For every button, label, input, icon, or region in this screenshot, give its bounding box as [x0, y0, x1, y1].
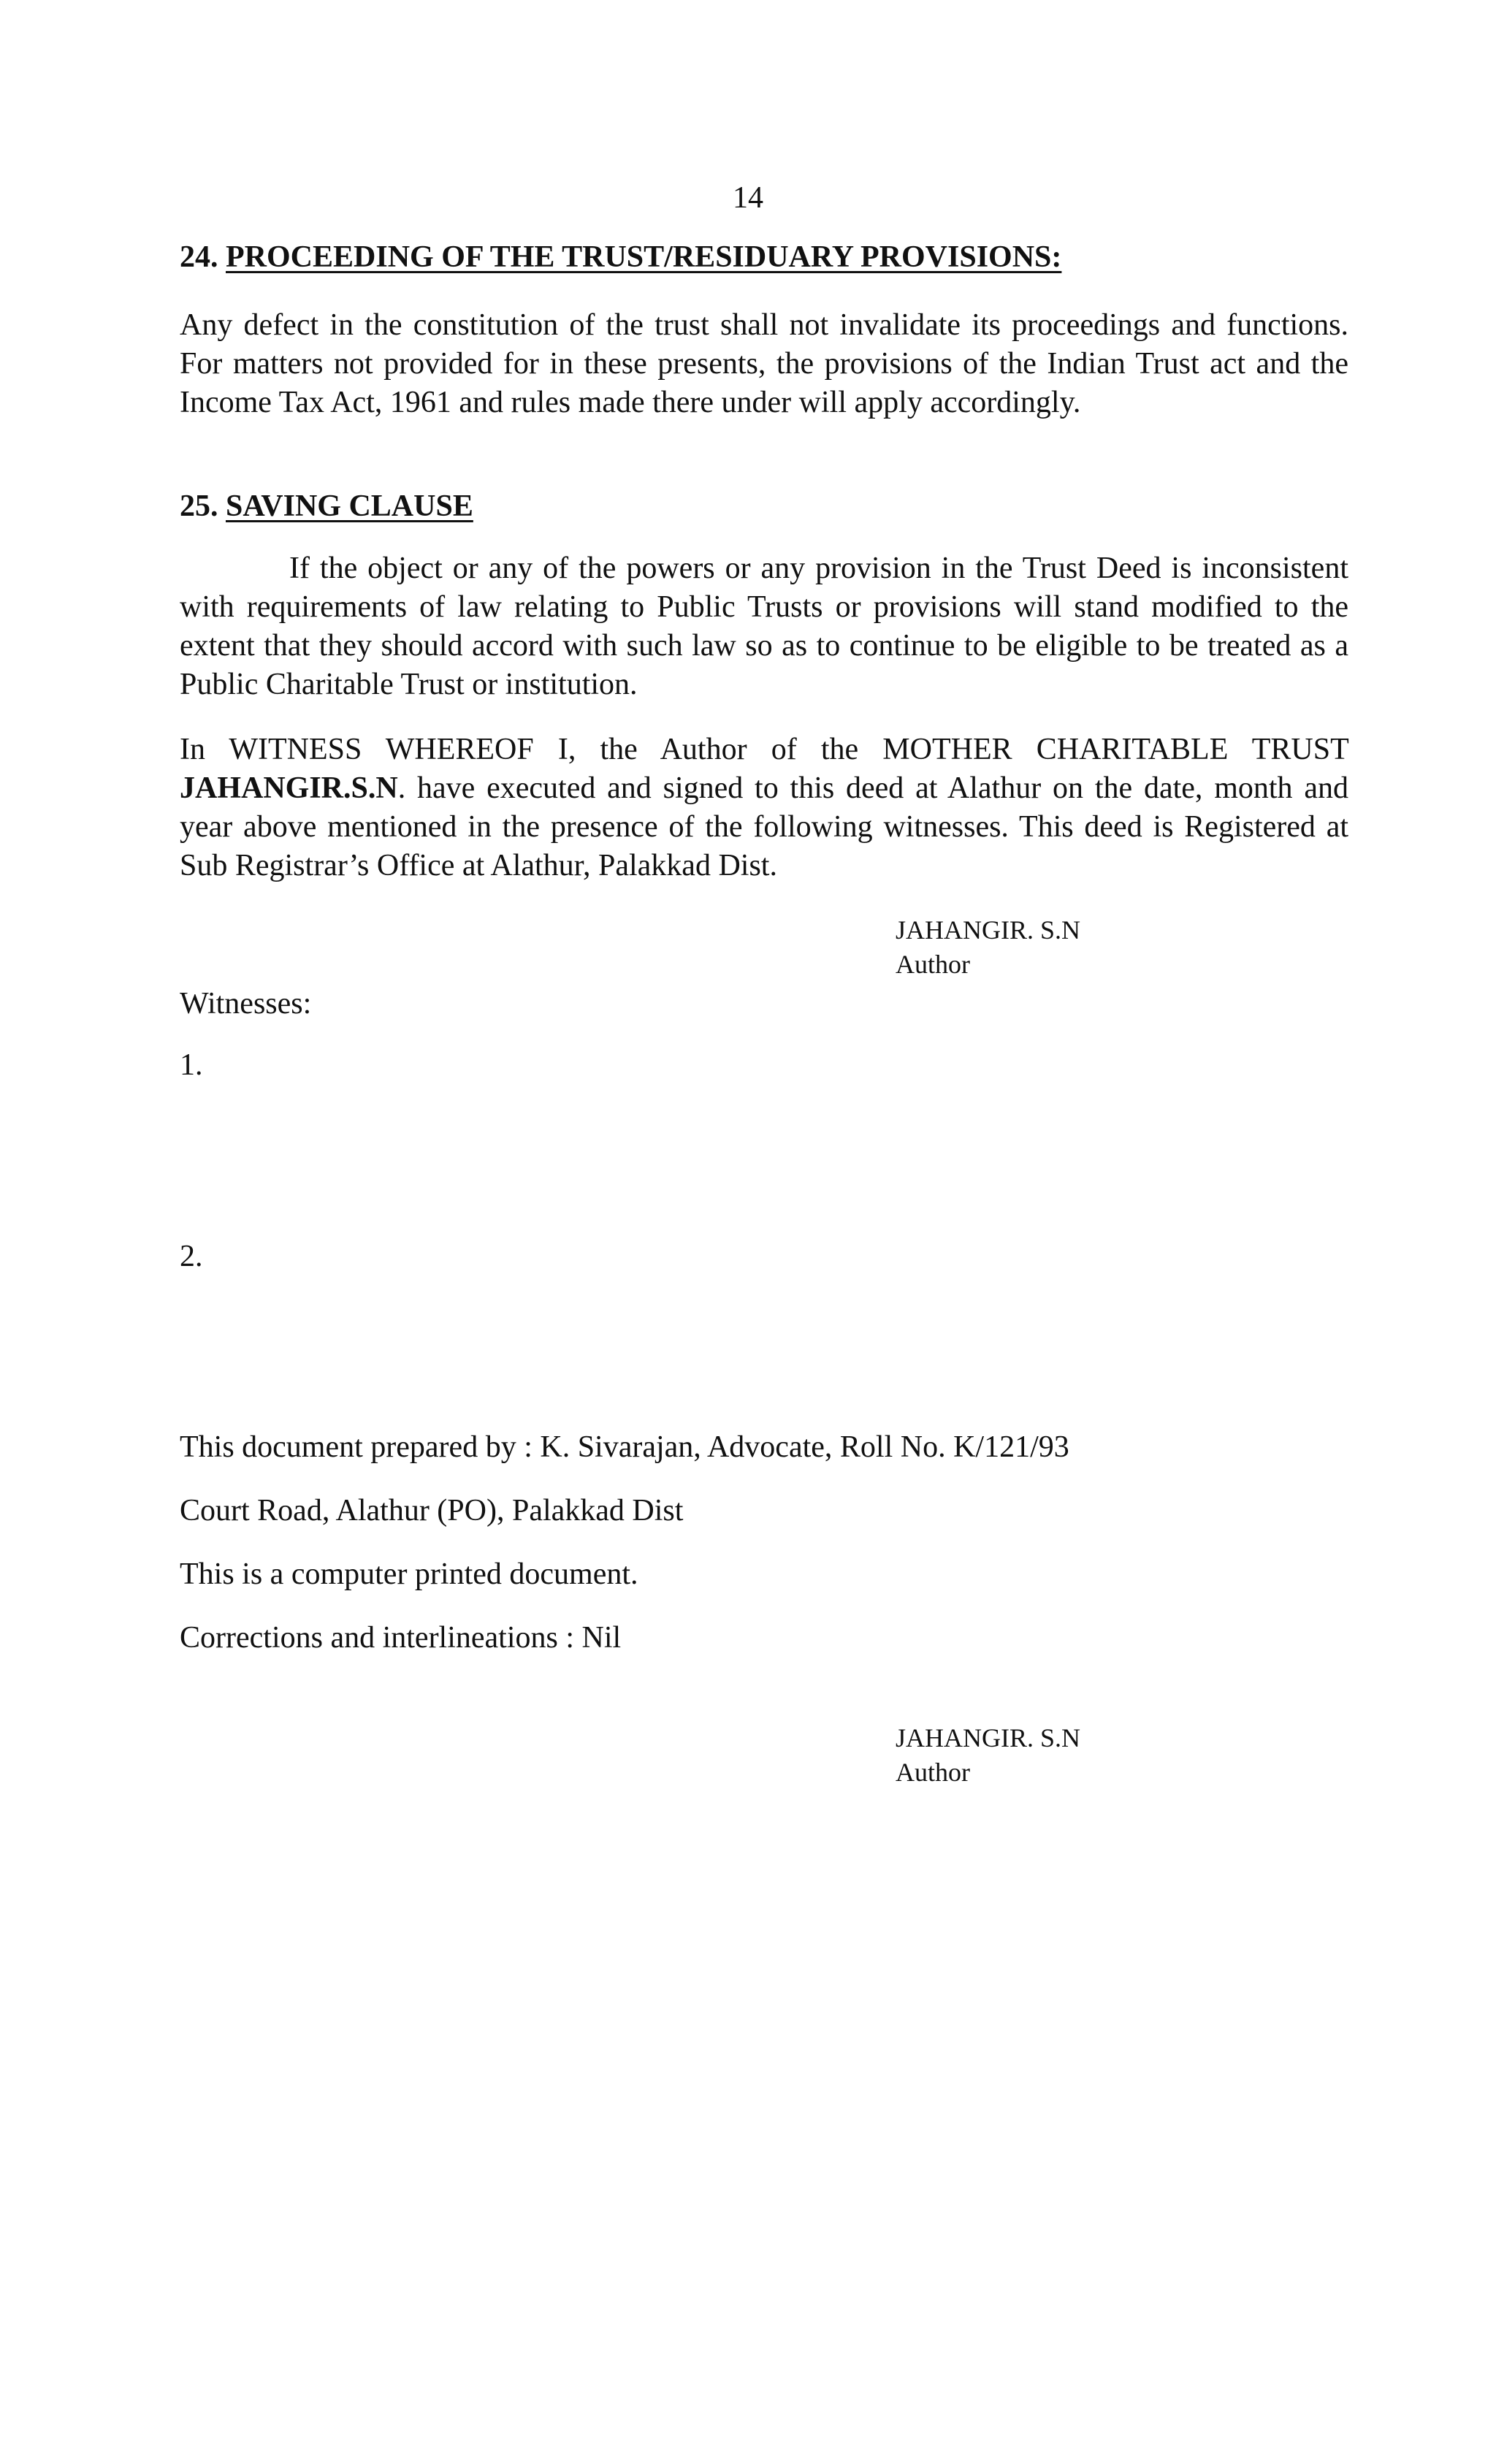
prepared-by-line: This document prepared by : K. Sivarajan, Advocate, Roll No. K/121/93: [180, 1430, 1069, 1464]
section-24-heading: [180, 238, 1061, 276]
signature-role-1: Author: [896, 950, 970, 979]
section-25-heading: [180, 487, 473, 525]
corrections-line: Corrections and interlineations : Nil: [180, 1621, 622, 1655]
section-24-title: PROCEEDING OF THE TRUST/RESIDUARY PROVISIONS:: [226, 240, 1062, 274]
signature-name-1: JAHANGIR. S.N: [896, 915, 1081, 945]
signature-name-2: JAHANGIR. S.N: [896, 1723, 1081, 1752]
section-25-body: If the object or any of the powers or any provision in the Trust Deed is inconsistent with requirements of law relating to Public Trusts or provisions will stand modified to the extent that they should accord with such law so as to continue to be eligible to be treated as a Public Charitable Trust or institution.: [180, 552, 1348, 701]
section-24-body: Any defect in the constitution of the trust shall not invalidate its proceedings and functions. For matters not provided for in these presents, the provisions of the Indian Trust act and the Income Tax Act, 1961 and rules made there under will apply accordingly.: [180, 308, 1348, 419]
witness-item-1: 1.: [180, 1048, 203, 1082]
witness-item-2: 2.: [180, 1240, 203, 1273]
witness-paragraph-part1: In WITNESS WHEREOF I, the Author of the MOTHER CHARITABLE TRUST: [180, 733, 1348, 766]
computer-printed-line: This is a computer printed document.: [180, 1557, 638, 1591]
author-name-bold: JAHANGIR.S.N: [180, 771, 398, 805]
witnesses-label: Witnesses:: [180, 987, 312, 1021]
witness-paragraph: [180, 731, 1348, 885]
signature-role-2: Author: [896, 1758, 970, 1787]
section-25-title: SAVING CLAUSE: [226, 489, 473, 523]
section-25-number: 25.: [180, 489, 218, 523]
address-line: Court Road, Alathur (PO), Palakkad Dist: [180, 1494, 684, 1527]
section-24-number: 24.: [180, 240, 218, 274]
page-number: 14: [733, 181, 763, 215]
witness-paragraph-part2: . have executed and signed to this deed at Alathur on the date, month and year above mentioned in the presence of the following witnesses. This deed is Registered at Sub Registrar’s Office at Alathur, Palakkad Dist.: [180, 771, 1348, 882]
